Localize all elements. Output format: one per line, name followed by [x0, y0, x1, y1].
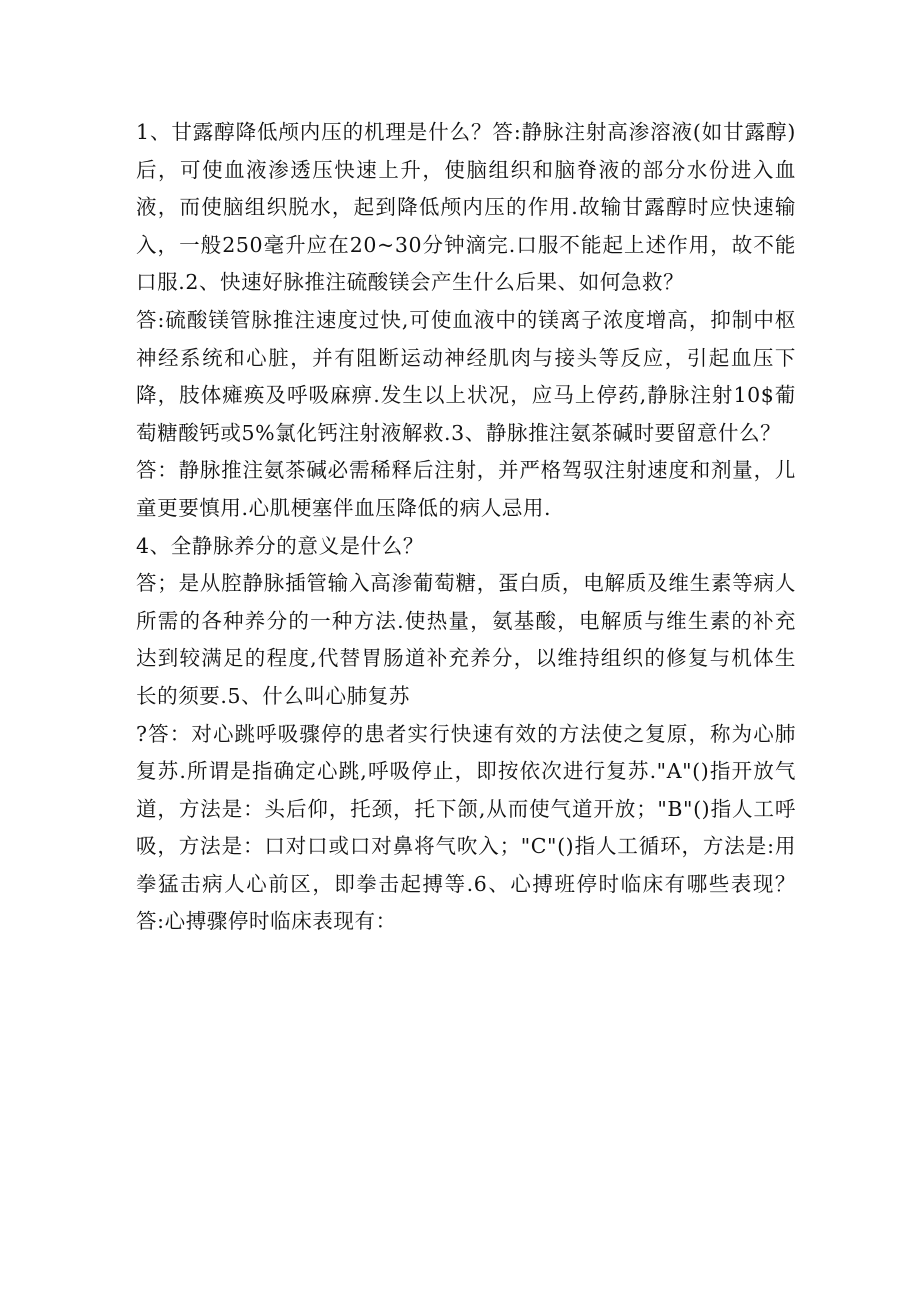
paragraph-5: 答；是从腔静脉插管输入高渗葡萄糖，蛋白质，电解质及维生素等病人所需的各种养分的一种方法.使热量，氨基酸，电解质与维生素的补充达到较满足的程度,代替胃肠道补充养分，以维持组织的修复与机体生长的须要.5、什么叫心肺复苏: [136, 571, 796, 708]
paragraph-1: 1、甘露醇降低颅内压的机理是什么？答:静脉注射高渗溶液(如甘露醇)后，可使血液渗透压快速上升，使脑组织和脑脊液的部分水份进入血液，而使脑组织脱水，起到降低颅内压的作用.故输甘露醇时应快速输入，一般250毫升应在20~30分钟滴完.口服不能起上述作用，故不能口服.2、快速好脉推注硫酸镁会产生什么后果、如何急救？: [136, 120, 796, 295]
paragraph-3: 答：静脉推注氨茶碱必需稀释后注射，并严格驾驭注射速度和剂量，儿童更要慎用.心肌梗塞伴血压降低的病人忌用.: [136, 458, 796, 520]
paragraph-4: 4、全静脉养分的意义是什么？: [136, 533, 424, 558]
paragraph-2: 答:硫酸镁管脉推注速度过快,可使血液中的镁离子浓度增高，抑制中枢神经系统和心脏，并有阻断运动神经肌肉与接头等反应，引起血压下降，肢体瘫痪及呼吸麻痹.发生以上状况，应马上停药,静脉注射10$葡萄糖酸钙或5%氯化钙注射液解救.3、静脉推注氨茶碱时要留意什么？: [136, 307, 796, 445]
document-body: [136, 114, 796, 941]
paragraph-6: ?答：对心跳呼吸骤停的患者实行快速有效的方法使之复原，称为心肺复苏.所谓是指确定心跳,呼吸停止，即按依次进行复苏."A"()指开放气道，方法是：头后仰，托颈，托下颌,从而使气道开放；"B"()指人工呼吸，方法是：口对口或口对鼻将气吹入；"C"()指人工循环，方法是:用拳猛击病人心前区，即拳击起搏等.6、心搏班停时临床有哪些表现？答:心搏骤停时临床表现有：: [136, 721, 796, 934]
